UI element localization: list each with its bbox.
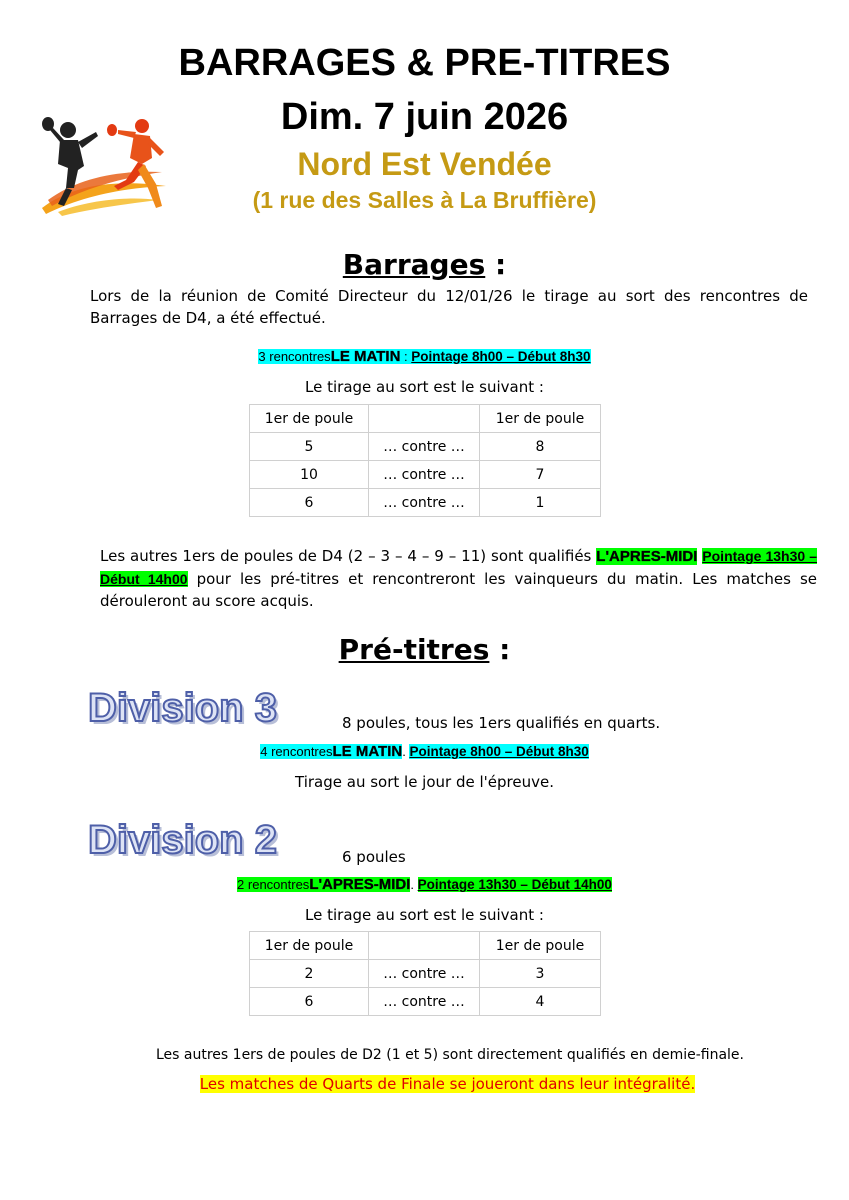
venue-name: Nord Est Vendée [297, 146, 552, 182]
table-cell: … contre … [369, 433, 480, 461]
table-row [250, 932, 601, 960]
barrages-count: 3 rencontres [258, 349, 331, 364]
division-2-others: Les autres 1ers de poules de D2 (1 et 5) sont directement qualifiés en demie-finale. [156, 1047, 744, 1063]
division-3-count: 4 rencontres [260, 744, 333, 759]
barrages-colon: : [485, 248, 507, 281]
table-cell: 8 [480, 433, 601, 461]
table-header-cell [369, 405, 480, 433]
table-cell: 3 [480, 960, 601, 988]
barrages-title: Barrages [342, 248, 486, 281]
table-header-cell: 1er de poule [480, 932, 601, 960]
division-3-slot: LE MATIN [332, 743, 403, 760]
barrages-schedule-line [0, 348, 849, 365]
pretitres-colon: : [489, 633, 511, 666]
main-title: BARRAGES & PRE-TITRES [178, 42, 671, 84]
table-header-cell: 1er de poule [250, 405, 369, 433]
pretitres-title: Pré-titres [338, 633, 490, 666]
table-cell: 6 [250, 489, 369, 517]
division-3-note: Tirage au sort le jour de l'épreuve. [295, 773, 554, 791]
final-note-line [0, 1073, 849, 1095]
table-cell: 2 [250, 960, 369, 988]
division-2-draw-table [249, 931, 601, 1016]
others-slot: L'APRES-MIDI [596, 548, 698, 565]
table-cell: … contre … [369, 988, 480, 1016]
event-date: Dim. 7 juin 2026 [280, 96, 569, 138]
table-cell: 10 [250, 461, 369, 489]
division-2-title: Division 2 [88, 818, 277, 862]
division-2-desc: 6 poules [342, 848, 406, 866]
table-cell: … contre … [369, 461, 480, 489]
division-3-schedule: Pointage 8h00 – Début 8h30 [409, 744, 589, 759]
division-2-schedule: Pointage 13h30 – Début 14h00 [417, 877, 612, 892]
pretitres-heading [0, 633, 849, 666]
table-row [250, 461, 601, 489]
table-cell: 4 [480, 988, 601, 1016]
table-header-cell [369, 932, 480, 960]
table-cell: … contre … [369, 960, 480, 988]
division-2-slot: L'APRES-MIDI [309, 876, 411, 893]
barrages-schedule: Pointage 8h00 – Début 8h30 [411, 349, 591, 364]
division-2-draw-label: Le tirage au sort est le suivant : [305, 906, 544, 924]
table-header-cell: 1er de poule [480, 405, 601, 433]
division-3-schedule-line [0, 743, 849, 760]
table-row [250, 960, 601, 988]
others-pre: Les autres 1ers de poules de D4 (2 – 3 – 4 – 9 – 11) sont qualifiés [100, 547, 597, 565]
table-cell: 7 [480, 461, 601, 489]
division-3-title: Division 3 [88, 686, 277, 730]
division-2-sep: . [410, 877, 418, 892]
division-3-sep: . [402, 744, 410, 759]
others-schedule: Pointage 13h30 – Début 14h00 [100, 548, 817, 587]
table-cell: 5 [250, 433, 369, 461]
barrages-schedule-highlight [258, 349, 590, 364]
barrages-sep: : [400, 349, 412, 364]
table-row [250, 405, 601, 433]
division-2-schedule-line [0, 876, 849, 893]
others-post: pour les pré-titres et rencontreront les vainqueurs du matin. Les matches se dérouleront au score acquis. [100, 570, 817, 610]
barrages-draw-table [249, 404, 601, 517]
table-cell: 1 [480, 489, 601, 517]
table-header-cell: 1er de poule [250, 932, 369, 960]
table-row [250, 988, 601, 1016]
barrages-draw-label: Le tirage au sort est le suivant : [305, 378, 544, 396]
final-note: Les matches de Quarts de Finale se joueront dans leur intégralité. [199, 1075, 696, 1093]
table-row [250, 433, 601, 461]
division-3-desc: 8 poules, tous les 1ers qualifiés en quarts. [342, 714, 661, 732]
barrages-slot: LE MATIN [330, 348, 401, 365]
division-2-count: 2 rencontres [237, 877, 310, 892]
venue-address: (1 rue des Salles à La Bruffière) [252, 187, 597, 213]
table-cell: 6 [250, 988, 369, 1016]
division-2-count-highlight [237, 877, 410, 892]
table-cell: … contre … [369, 489, 480, 517]
barrages-intro: Lors de la réunion de Comité Directeur du 12/01/26 le tirage au sort des rencontres de Barrages de D4, a été effectué. [90, 287, 808, 327]
barrages-others-paragraph [100, 545, 817, 612]
division-3-count-highlight [260, 744, 402, 759]
barrages-heading [0, 248, 849, 281]
table-row [250, 489, 601, 517]
